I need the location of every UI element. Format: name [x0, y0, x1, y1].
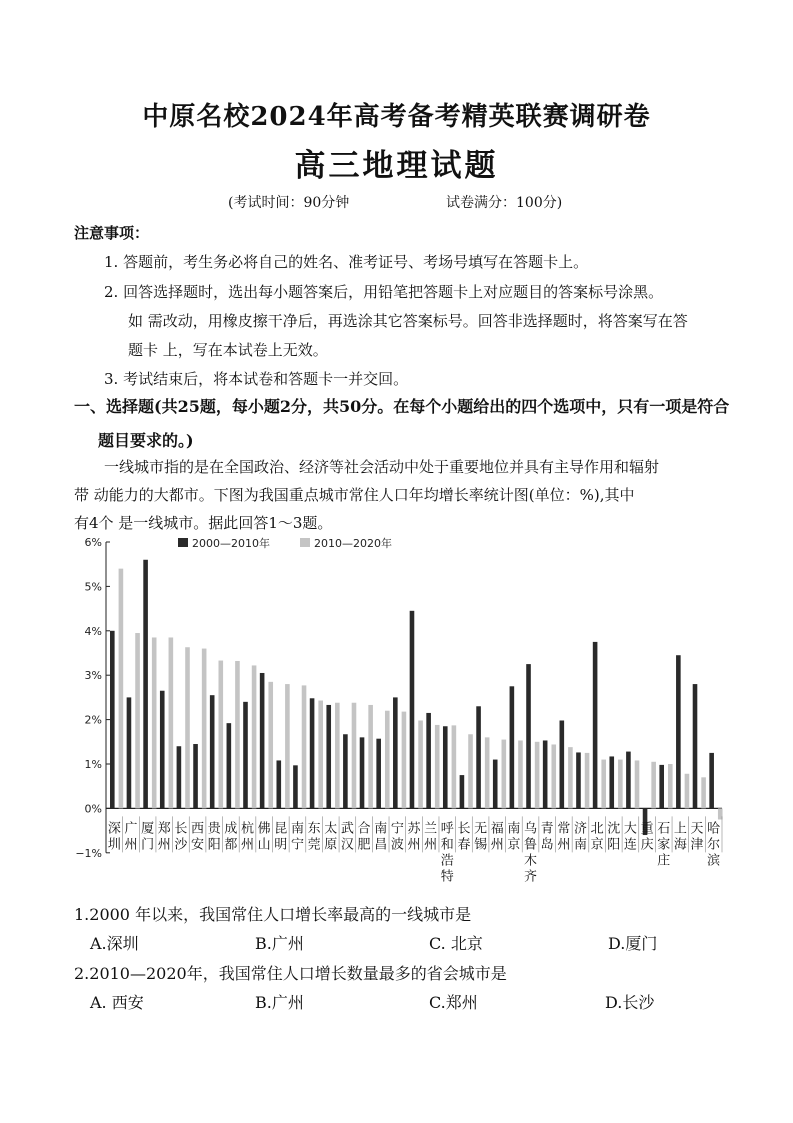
notice-item-2-cont: 如 需改动，用橡皮擦干净后，再选涂其它答案标号。回答非选择题时，将答案写在答 [128, 312, 688, 330]
x-tick-label: 呼 [440, 821, 454, 837]
bar-2010-2020 [468, 734, 473, 808]
x-tick-label: 特 [440, 869, 454, 885]
bar-2010-2020 [518, 740, 523, 808]
section-heading: 一、选择题(共25题，每小题2分，共50分。在每个小题给出的四个选项中，只有一项是符合 [74, 397, 730, 416]
bar-2000-2010 [576, 752, 581, 808]
x-tick-label: 莞 [307, 837, 321, 853]
bar-2010-2020 [635, 760, 640, 808]
bar-2010-2020 [218, 661, 223, 809]
bar-2000-2010 [593, 642, 598, 809]
bar-2000-2010 [127, 697, 132, 808]
x-tick-label: 圳 [107, 837, 121, 853]
bar-2010-2020 [618, 760, 623, 809]
x-tick-label: 州 [157, 837, 171, 853]
x-tick-label: 阳 [607, 837, 621, 853]
x-tick-label: 明 [274, 837, 288, 853]
bar-2000-2010 [476, 706, 481, 808]
x-tick-label: 成 [224, 821, 238, 837]
bar-2010-2020 [252, 665, 257, 808]
bar-2000-2010 [676, 655, 681, 808]
bar-2000-2010 [560, 720, 565, 808]
bar-2000-2010 [276, 760, 281, 808]
bar-2000-2010 [410, 611, 415, 809]
question-1-option-b: B.广州 [255, 934, 304, 953]
bar-2010-2020 [235, 661, 240, 808]
x-tick-label: 福 [490, 821, 504, 837]
x-tick-label: 州 [241, 837, 255, 853]
bar-2010-2020 [368, 705, 373, 808]
x-tick-label: 天 [690, 821, 704, 837]
bar-2010-2020 [135, 633, 140, 808]
x-tick-label: 宁 [290, 837, 304, 853]
x-tick-label: 苏 [407, 821, 421, 837]
x-tick-label: 岛 [540, 837, 554, 853]
x-tick-label: 昌 [374, 837, 388, 853]
x-tick-label: 春 [457, 837, 471, 853]
x-tick-label: 庄 [657, 853, 671, 869]
x-tick-label: 杭 [241, 821, 255, 837]
bar-2010-2020 [169, 637, 174, 808]
x-tick-label: 京 [507, 837, 521, 853]
y-tick-label: 0% [84, 802, 102, 816]
x-tick-label: 滨 [707, 853, 721, 869]
x-tick-label: 厦 [141, 821, 155, 837]
exam-time: (考试时间：90分钟 [228, 195, 350, 211]
x-tick-label: 鲁 [524, 837, 538, 853]
x-tick-label: 波 [390, 837, 404, 853]
bar-2010-2020 [535, 742, 540, 809]
bar-2010-2020 [668, 764, 673, 808]
x-tick-label: 齐 [524, 869, 538, 885]
page-title: 高三地理试题 [294, 148, 499, 184]
notice-heading: 注意事项： [74, 224, 150, 242]
question-2-option-c: C.郑州 [429, 993, 478, 1012]
bar-2000-2010 [343, 734, 348, 808]
population-growth-chart [70, 532, 730, 887]
question-2-option-b: B.广州 [255, 993, 304, 1012]
x-tick-label: 州 [424, 837, 438, 853]
bar-2000-2010 [426, 713, 431, 808]
x-tick-label: 郑 [157, 821, 171, 837]
x-tick-label: 兰 [424, 821, 438, 837]
bar-2000-2010 [293, 765, 298, 808]
question-1-stem: 1.2000 年以来，我国常住人口增长率最高的一线城市是 [74, 905, 472, 924]
x-tick-label: 州 [407, 837, 421, 853]
y-tick-label: −1% [75, 846, 102, 860]
x-tick-label: 昆 [274, 821, 288, 837]
x-tick-label: 肥 [357, 837, 371, 853]
x-tick-label: 无 [474, 821, 488, 837]
x-tick-label: 东 [307, 821, 321, 837]
x-tick-label: 常 [557, 821, 571, 837]
bar-2000-2010 [659, 765, 664, 809]
bar-2000-2010 [709, 753, 714, 809]
x-tick-label: 西 [191, 821, 205, 837]
legend-label-2: 2010—2020年 [314, 537, 392, 550]
x-tick-label: 武 [340, 821, 354, 837]
question-2-option-a: A. 西安 [90, 993, 144, 1012]
bar-2000-2010 [626, 752, 631, 809]
x-tick-label: 北 [590, 821, 604, 837]
x-tick-label: 青 [540, 821, 554, 837]
legend-swatch-2 [300, 538, 310, 547]
x-tick-label: 安 [191, 837, 205, 853]
section-heading-cont: 题目要求的。) [98, 431, 194, 450]
bar-2000-2010 [143, 560, 148, 809]
x-tick-label: 广 [124, 821, 138, 837]
bar-2010-2020 [302, 685, 307, 808]
bar-2010-2020 [418, 720, 423, 808]
bar-2010-2020 [152, 637, 157, 808]
x-tick-label: 家 [657, 837, 671, 853]
bar-2000-2010 [543, 740, 548, 808]
x-tick-label: 阳 [207, 837, 221, 853]
bar-2000-2010 [443, 726, 448, 808]
x-tick-label: 宁 [390, 821, 404, 837]
question-1-option-d: D.厦门 [608, 934, 658, 953]
bar-2000-2010 [160, 691, 165, 809]
bar-2000-2010 [460, 775, 465, 808]
x-tick-label: 京 [590, 837, 604, 853]
x-tick-label: 太 [324, 821, 338, 837]
bar-2000-2010 [210, 695, 215, 808]
x-tick-label: 长 [457, 821, 471, 837]
x-tick-label: 重 [640, 821, 654, 837]
x-tick-label: 原 [324, 837, 338, 853]
question-2-stem: 2.2010—2020年，我国常住人口增长数量最多的省会城市是 [74, 964, 507, 983]
x-tick-label: 南 [374, 821, 388, 837]
bar-2010-2020 [318, 701, 323, 809]
notice-item-3: 3. 考试结束后，将本试卷和答题卡一并交回。 [104, 370, 409, 388]
x-tick-label: 津 [690, 837, 704, 853]
x-tick-label: 锡 [474, 837, 488, 853]
x-tick-label: 沈 [607, 821, 621, 837]
bar-2010-2020 [285, 684, 290, 808]
bar-2000-2010 [326, 705, 331, 808]
x-tick-label: 贵 [207, 821, 221, 837]
question-2-option-d: D.长沙 [605, 993, 655, 1012]
bar-2000-2010 [227, 723, 232, 808]
x-tick-label: 尔 [707, 837, 721, 853]
x-tick-label: 南 [573, 837, 587, 853]
bar-2000-2010 [243, 702, 248, 809]
bar-2000-2010 [360, 737, 365, 808]
y-tick-label: 4% [84, 624, 102, 638]
question-1-option-a: A.深圳 [90, 934, 139, 953]
bar-2000-2010 [393, 697, 398, 808]
bar-2010-2020 [335, 703, 340, 809]
x-tick-label: 连 [623, 837, 637, 853]
y-tick-label: 2% [84, 713, 102, 727]
bar-2010-2020 [402, 712, 407, 809]
full-score: 试卷满分：100分) [446, 195, 563, 211]
bar-2000-2010 [526, 664, 531, 808]
x-tick-label: 木 [524, 853, 538, 869]
x-tick-label: 庆 [640, 837, 654, 853]
y-tick-label: 5% [84, 580, 102, 594]
x-tick-label: 沙 [174, 837, 188, 853]
x-tick-label: 南 [290, 821, 304, 837]
x-tick-label: 汉 [340, 837, 354, 853]
bar-2010-2020 [385, 711, 390, 809]
bar-2010-2020 [202, 649, 207, 809]
bar-2010-2020 [685, 774, 690, 809]
bar-2000-2010 [493, 760, 498, 809]
bar-2010-2020 [268, 682, 273, 809]
bar-2010-2020 [119, 569, 124, 809]
bar-2000-2010 [193, 744, 198, 808]
y-tick-label: 6% [84, 536, 102, 549]
x-tick-label: 和 [440, 837, 454, 853]
bar-2010-2020 [585, 753, 590, 809]
notice-item-1: 1. 答题前，考生务必将自己的姓名、准考证号、考场号填写在答题卡上。 [104, 253, 589, 271]
bar-2010-2020 [601, 760, 606, 809]
passage-line-3: 有4个 是一线城市。据此回答1～3题。 [74, 514, 333, 532]
bar-2000-2010 [310, 698, 315, 808]
bar-2000-2010 [110, 631, 115, 809]
x-tick-label: 门 [141, 837, 155, 853]
x-tick-label: 大 [623, 821, 637, 837]
notice-item-2-cont2: 题卡 上，写在本试卷上无效。 [128, 341, 328, 359]
exam-series-title: 中原名校2024年高考备考精英联赛调研卷 [142, 102, 651, 132]
question-1-option-c: C. 北京 [429, 934, 483, 953]
x-tick-label: 海 [673, 837, 687, 853]
bar-2000-2010 [693, 684, 698, 808]
passage-line-2: 带 动能力的大都市。下图为我国重点城市常住人口年均增长率统计图(单位：%),其中 [74, 486, 635, 504]
x-tick-label: 山 [257, 837, 271, 853]
x-tick-label: 哈 [707, 821, 721, 837]
bar-2000-2010 [376, 739, 381, 809]
bar-2010-2020 [651, 762, 656, 809]
bar-2010-2020 [551, 744, 556, 808]
x-tick-label: 都 [224, 837, 238, 853]
bar-2000-2010 [177, 746, 182, 808]
x-tick-label: 深 [107, 821, 121, 837]
x-tick-label: 合 [357, 821, 371, 837]
notice-item-2: 2. 回答选择题时，选出每小题答案后，用铅笔把答题卡上对应题目的答案标号涂黑。 [104, 283, 664, 301]
x-tick-label: 济 [573, 821, 587, 837]
x-tick-label: 浩 [440, 853, 454, 869]
bar-2000-2010 [609, 756, 614, 808]
bar-2000-2010 [510, 686, 515, 808]
legend-swatch-1 [178, 538, 188, 547]
x-tick-label: 州 [490, 837, 504, 853]
legend-label-1: 2000—2010年 [192, 537, 270, 550]
bar-2010-2020 [568, 747, 573, 808]
x-tick-label: 佛 [257, 821, 271, 837]
bar-2010-2020 [352, 703, 357, 809]
x-tick-label: 上 [673, 821, 687, 837]
bar-2000-2010 [260, 673, 265, 808]
x-tick-label: 石 [657, 821, 671, 837]
x-tick-label: 乌 [524, 821, 538, 837]
bar-2010-2020 [502, 740, 507, 809]
bar-2010-2020 [435, 725, 440, 808]
x-tick-label: 州 [124, 837, 138, 853]
y-tick-label: 1% [84, 758, 102, 771]
bar-2010-2020 [701, 777, 706, 808]
y-tick-label: 3% [84, 669, 102, 683]
bar-2010-2020 [485, 737, 490, 808]
bar-2010-2020 [452, 725, 457, 808]
passage-line-1: 一线城市指的是在全国政治、经济等社会活动中处于重要地位并具有主导作用和辐射 [104, 458, 660, 476]
bar-2010-2020 [185, 647, 190, 808]
x-tick-label: 州 [557, 837, 571, 853]
x-tick-label: 长 [174, 821, 188, 837]
x-tick-label: 南 [507, 821, 521, 837]
